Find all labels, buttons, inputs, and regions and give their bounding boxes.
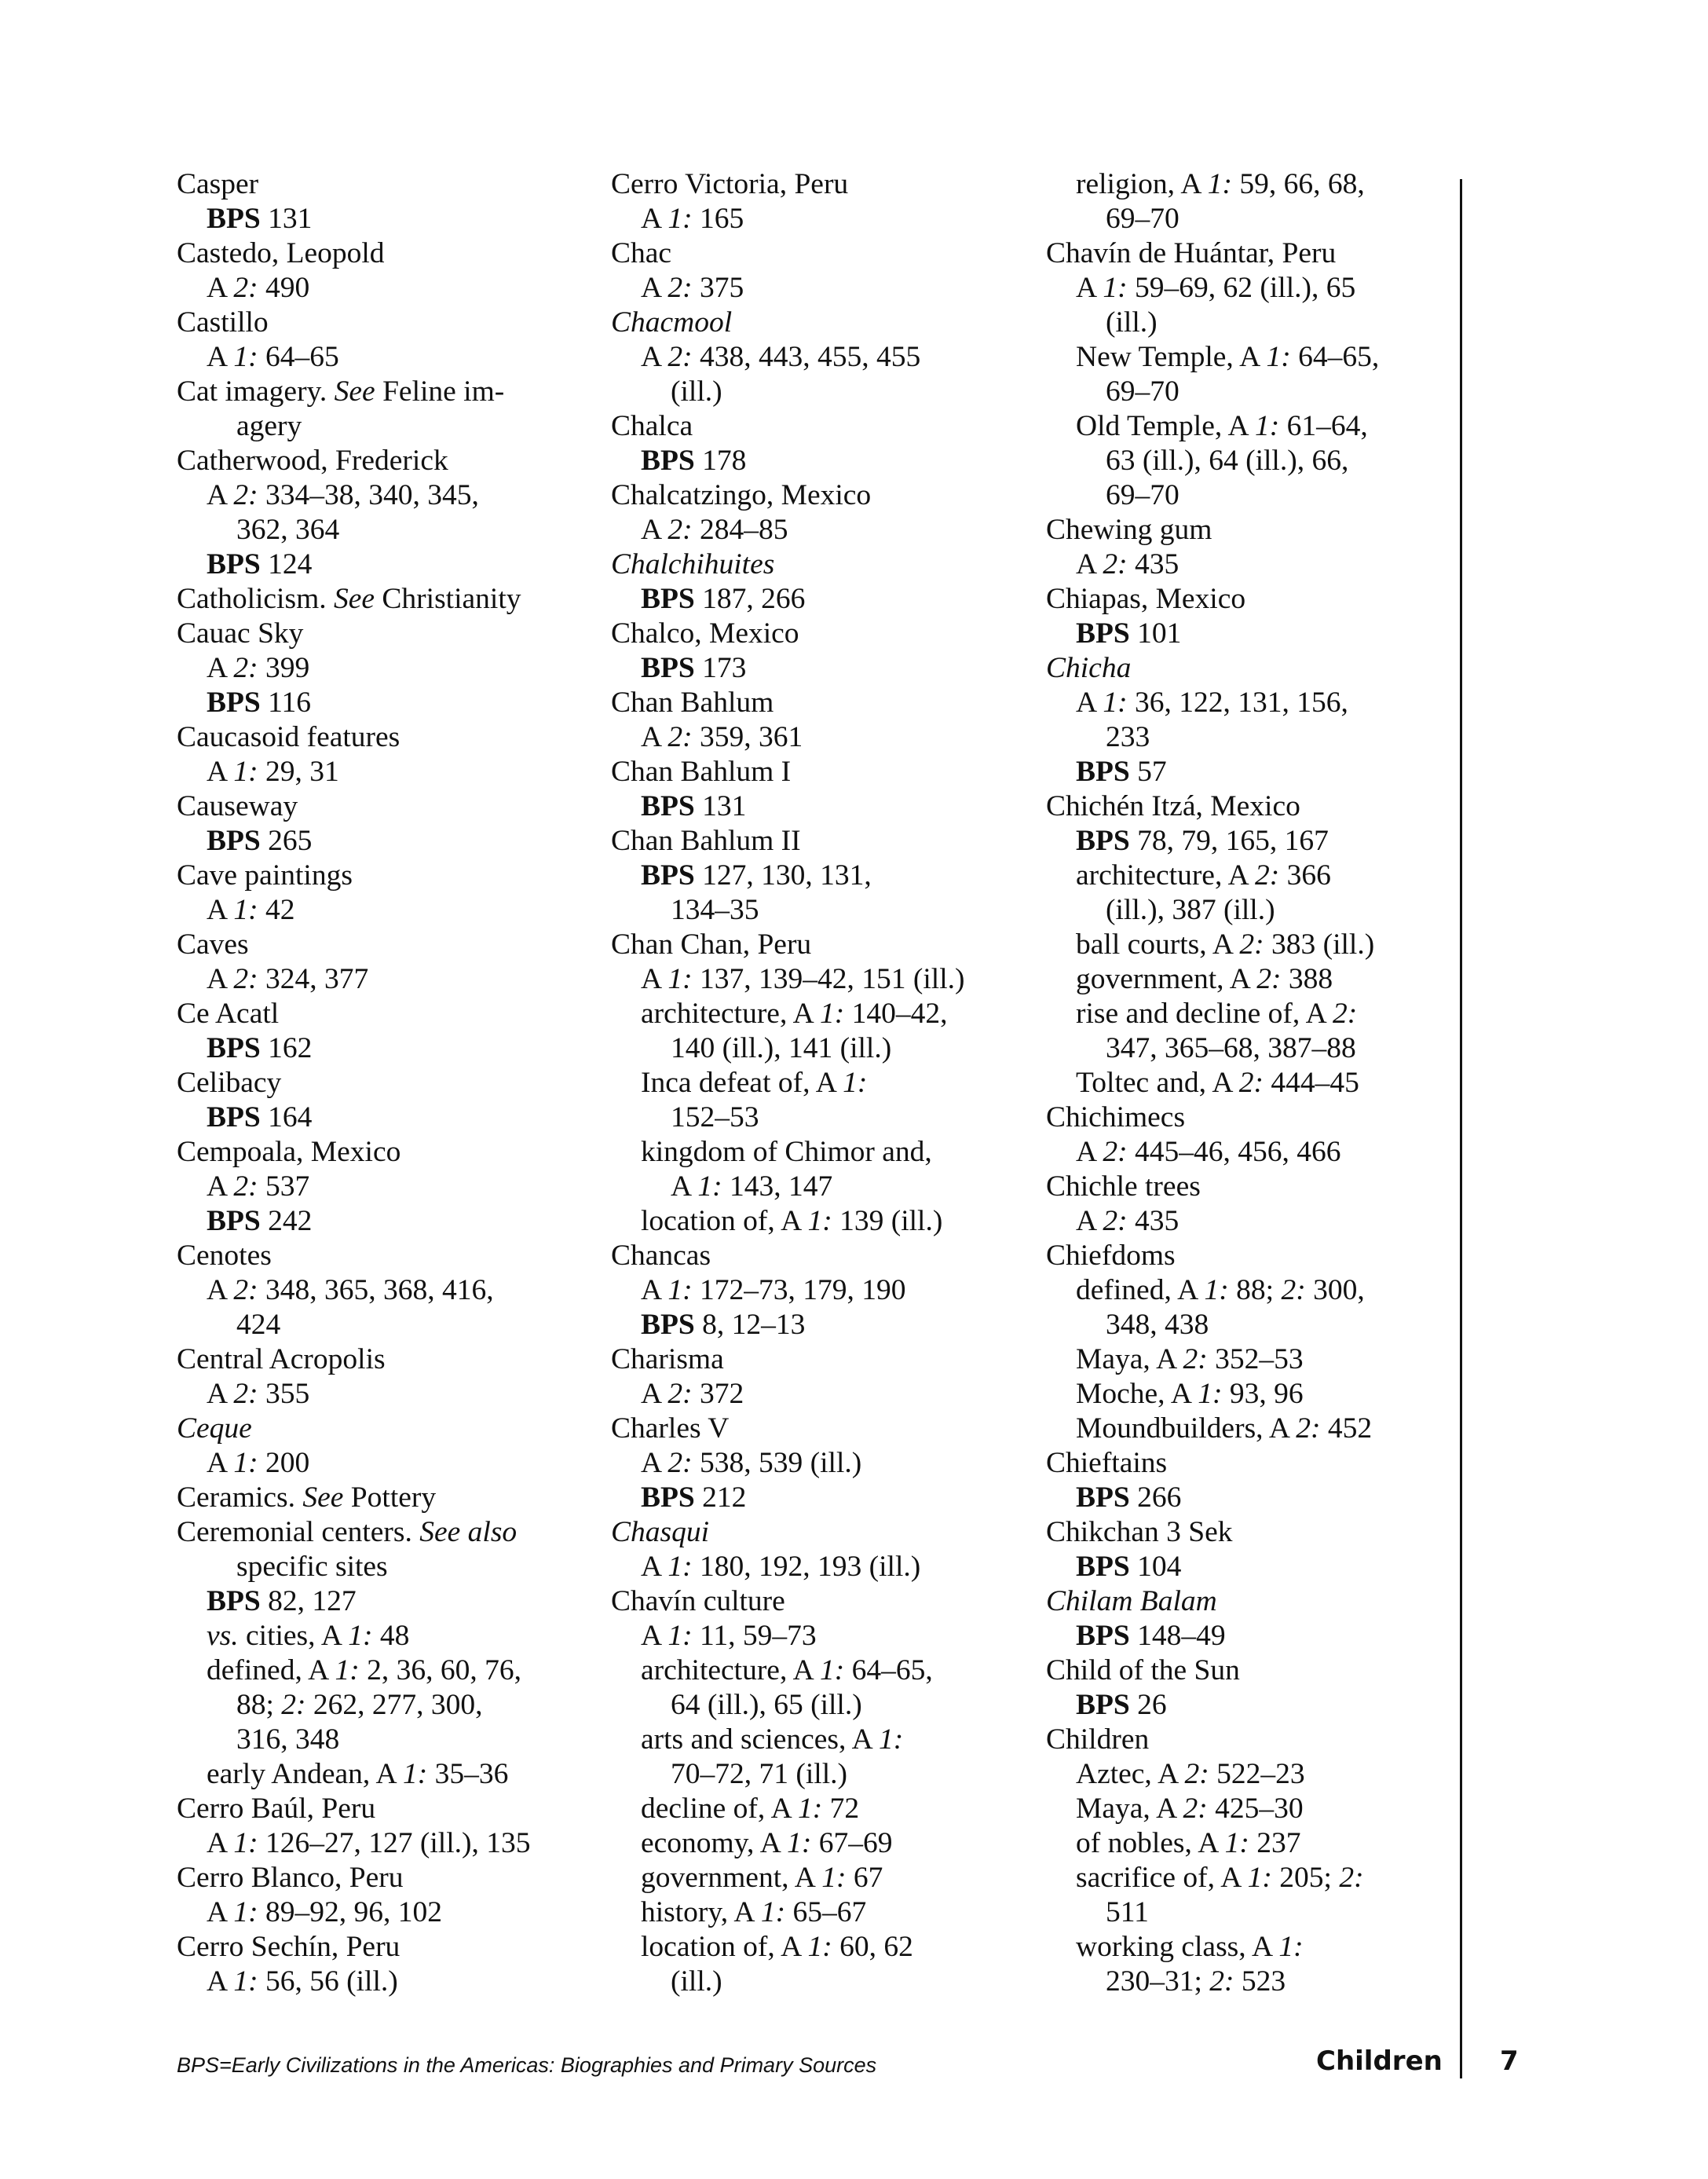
- index-subentry: defined, A 1: 2, 36, 60, 76,: [207, 1654, 522, 1686]
- index-subentry: working class, A 1:: [1076, 1931, 1304, 1963]
- index-column-1: [177, 167, 585, 1999]
- index-subentry: economy, A 1: 67–69: [641, 1827, 893, 1859]
- index-continuation: 424: [236, 1309, 281, 1341]
- index-heading: Chan Chan, Peru: [611, 928, 812, 961]
- index-heading: Chichle trees: [1046, 1170, 1201, 1203]
- index-continuation: 233: [1106, 721, 1150, 753]
- index-subentry: BPS 104: [1076, 1551, 1182, 1583]
- index-heading: Ce Acatl: [177, 998, 280, 1030]
- index-subentry: A 2: 334–38, 340, 345,: [207, 479, 479, 511]
- index-continuation: 69–70: [1106, 203, 1180, 235]
- index-continuation: (ill.): [671, 1965, 722, 1998]
- index-heading: Chicha: [1046, 652, 1132, 684]
- index-heading: Castillo: [177, 306, 269, 339]
- index-subentry: BPS 164: [207, 1101, 313, 1133]
- index-subentry: A 1: 172–73, 179, 190: [641, 1274, 906, 1306]
- index-continuation: 64 (ill.), 65 (ill.): [671, 1689, 862, 1721]
- index-subentry: A 1: 165: [641, 203, 744, 235]
- page-number: 7: [1500, 2045, 1519, 2077]
- index-continuation: 347, 365–68, 387–88: [1106, 1032, 1356, 1064]
- index-heading: Children: [1046, 1723, 1150, 1756]
- index-heading: Charles V: [611, 1412, 730, 1445]
- index-heading: Ceque: [177, 1412, 252, 1445]
- index-heading: Child of the Sun: [1046, 1654, 1240, 1686]
- index-subentry: Inca defeat of, A 1:: [641, 1067, 868, 1099]
- index-subentry: architecture, A 2: 366: [1076, 859, 1331, 892]
- index-heading: Castedo, Leopold: [177, 237, 385, 269]
- index-subentry: kingdom of Chimor and,: [641, 1136, 932, 1168]
- index-continuation: 511: [1106, 1896, 1149, 1928]
- index-subentry: BPS 148–49: [1076, 1620, 1226, 1652]
- index-subentry: BPS 131: [207, 203, 313, 235]
- index-continuation: (ill.): [1106, 306, 1158, 339]
- index-subentry: A 2: 372: [641, 1378, 744, 1410]
- running-head: Children: [1316, 2045, 1443, 2077]
- index-subentry: Aztec, A 2: 522–23: [1076, 1758, 1305, 1790]
- index-continuation: 362, 364: [236, 514, 340, 546]
- index-subentry: location of, A 1: 60, 62: [641, 1931, 913, 1963]
- index-heading: Chikchan 3 Sek: [1046, 1516, 1233, 1548]
- index-continuation: 69–70: [1106, 479, 1180, 511]
- index-continuation: 88; 2: 262, 277, 300,: [236, 1689, 483, 1721]
- index-subentry: A 2: 537: [207, 1170, 310, 1203]
- index-subentry: decline of, A 1: 72: [641, 1793, 860, 1825]
- index-subentry: A 1: 64–65: [207, 341, 339, 373]
- index-heading: Chalco, Mexico: [611, 617, 799, 650]
- index-subentry: history, A 1: 65–67: [641, 1896, 867, 1928]
- index-subentry: BPS 116: [207, 687, 312, 719]
- index-subentry: arts and sciences, A 1:: [641, 1723, 904, 1756]
- index-heading: Chichén Itzá, Mexico: [1046, 790, 1300, 822]
- index-continuation: 348, 438: [1106, 1309, 1209, 1341]
- index-subentry: government, A 1: 67: [641, 1862, 883, 1894]
- index-subentry: A 2: 348, 365, 368, 416,: [207, 1274, 494, 1306]
- index-heading: Chacmool: [611, 306, 733, 339]
- index-subentry: A 1: 11, 59–73: [641, 1620, 817, 1652]
- index-heading: Cat imagery. See Feline im-: [177, 375, 505, 408]
- index-subentry: A 1: 56, 56 (ill.): [207, 1965, 398, 1998]
- index-heading: Chan Bahlum I: [611, 756, 792, 788]
- index-heading: Cerro Blanco, Peru: [177, 1862, 404, 1894]
- index-subentry: rise and decline of, A 2:: [1076, 998, 1358, 1030]
- index-heading: Cave paintings: [177, 859, 353, 892]
- index-subentry: location of, A 1: 139 (ill.): [641, 1205, 943, 1237]
- index-continuation: A 1: 143, 147: [671, 1170, 833, 1203]
- index-heading: Chieftains: [1046, 1447, 1168, 1479]
- index-heading: Chalca: [611, 410, 693, 442]
- index-subentry: A 2: 435: [1076, 548, 1180, 580]
- index-subentry: BPS 124: [207, 548, 313, 580]
- index-heading: Chewing gum: [1046, 514, 1212, 546]
- index-subentry: A 2: 538, 539 (ill.): [641, 1447, 862, 1479]
- index-heading: Central Acropolis: [177, 1343, 386, 1375]
- index-subentry: BPS 173: [641, 652, 747, 684]
- index-heading: Chavín de Huántar, Peru: [1046, 237, 1337, 269]
- index-subentry: A 2: 284–85: [641, 514, 788, 546]
- index-subentry: ball courts, A 2: 383 (ill.): [1076, 928, 1375, 961]
- index-subentry: A 1: 200: [207, 1447, 310, 1479]
- index-subentry: BPS 265: [207, 825, 313, 857]
- index-heading: Chan Bahlum II: [611, 825, 801, 857]
- index-column-3: [1046, 167, 1439, 1999]
- index-subentry: religion, A 1: 59, 66, 68,: [1076, 168, 1365, 200]
- index-subentry: A 1: 137, 139–42, 151 (ill.): [641, 963, 965, 995]
- column-divider-rule: [1460, 179, 1462, 2078]
- index-heading: Casper: [177, 168, 259, 200]
- index-subentry: BPS 127, 130, 131,: [641, 859, 872, 892]
- index-heading: Cerro Baúl, Peru: [177, 1793, 376, 1825]
- footer-abbreviation-note: BPS=Early Civilizations in the Americas: Biographies and Primary Sources: [177, 2053, 877, 2077]
- index-subentry: BPS 266: [1076, 1481, 1182, 1514]
- index-subentry: architecture, A 1: 140–42,: [641, 998, 948, 1030]
- index-subentry: A 1: 126–27, 127 (ill.), 135: [207, 1827, 531, 1859]
- index-heading: Chiapas, Mexico: [1046, 583, 1246, 615]
- index-heading: Charisma: [611, 1343, 724, 1375]
- index-subentry: A 1: 42: [207, 894, 295, 926]
- index-heading: Cempoala, Mexico: [177, 1136, 401, 1168]
- index-subentry: BPS 78, 79, 165, 167: [1076, 825, 1329, 857]
- index-subentry: vs. cities, A 1: 48: [207, 1620, 410, 1652]
- index-subentry: A 2: 445–46, 456, 466: [1076, 1136, 1341, 1168]
- index-continuation: 63 (ill.), 64 (ill.), 66,: [1106, 445, 1349, 477]
- index-heading: Chalcatzingo, Mexico: [611, 479, 872, 511]
- index-subentry: BPS 26: [1076, 1689, 1167, 1721]
- index-subentry: A 2: 399: [207, 652, 310, 684]
- index-subentry: architecture, A 1: 64–65,: [641, 1654, 933, 1686]
- index-continuation: specific sites: [236, 1551, 388, 1583]
- index-heading: Chiefdoms: [1046, 1240, 1176, 1272]
- index-subentry: government, A 2: 388: [1076, 963, 1333, 995]
- index-continuation: agery: [236, 410, 302, 442]
- index-subentry: sacrifice of, A 1: 205; 2:: [1076, 1862, 1364, 1894]
- index-subentry: Moche, A 1: 93, 96: [1076, 1378, 1304, 1410]
- index-subentry: A 1: 29, 31: [207, 756, 339, 788]
- index-heading: Chancas: [611, 1240, 711, 1272]
- index-heading: Celibacy: [177, 1067, 282, 1099]
- index-continuation: 134–35: [671, 894, 759, 926]
- index-subentry: A 1: 36, 122, 131, 156,: [1076, 687, 1348, 719]
- index-heading: Chasqui: [611, 1516, 710, 1548]
- index-continuation: 140 (ill.), 141 (ill.): [671, 1032, 892, 1064]
- index-subentry: Toltec and, A 2: 444–45: [1076, 1067, 1359, 1099]
- index-heading: Chan Bahlum: [611, 687, 774, 719]
- index-subentry: Maya, A 2: 352–53: [1076, 1343, 1304, 1375]
- index-subentry: BPS 178: [641, 445, 747, 477]
- index-subentry: A 1: 59–69, 62 (ill.), 65: [1076, 272, 1356, 304]
- index-subentry: BPS 8, 12–13: [641, 1309, 806, 1341]
- index-subentry: A 2: 324, 377: [207, 963, 369, 995]
- index-subentry: A 1: 180, 192, 193 (ill.): [641, 1551, 921, 1583]
- index-subentry: of nobles, A 1: 237: [1076, 1827, 1301, 1859]
- index-heading: Cauac Sky: [177, 617, 304, 650]
- index-subentry: New Temple, A 1: 64–65,: [1076, 341, 1380, 373]
- index-subentry: Moundbuilders, A 2: 452: [1076, 1412, 1373, 1445]
- index-subentry: A 2: 359, 361: [641, 721, 803, 753]
- index-subentry: A 2: 355: [207, 1378, 310, 1410]
- index-subentry: BPS 82, 127: [207, 1585, 357, 1617]
- index-continuation: 152–53: [671, 1101, 759, 1133]
- index-heading: Catherwood, Frederick: [177, 445, 448, 477]
- index-continuation: 316, 348: [236, 1723, 340, 1756]
- index-continuation: 70–72, 71 (ill.): [671, 1758, 847, 1790]
- index-heading: Catholicism. See Christianity: [177, 583, 521, 615]
- index-subentry: A 2: 375: [641, 272, 744, 304]
- index-column-2: [611, 167, 1019, 1999]
- index-heading: Caucasoid features: [177, 721, 400, 753]
- index-continuation: 69–70: [1106, 375, 1180, 408]
- index-continuation: 230–31; 2: 523: [1106, 1965, 1286, 1998]
- index-subentry: A 2: 490: [207, 272, 310, 304]
- index-heading: Ceremonial centers. See also: [177, 1516, 518, 1548]
- index-heading: Cerro Sechín, Peru: [177, 1931, 400, 1963]
- index-subentry: A 2: 435: [1076, 1205, 1180, 1237]
- index-subentry: early Andean, A 1: 35–36: [207, 1758, 509, 1790]
- index-subentry: Old Temple, A 1: 61–64,: [1076, 410, 1368, 442]
- index-subentry: A 2: 438, 443, 455, 455: [641, 341, 921, 373]
- index-heading: Chavín culture: [611, 1585, 785, 1617]
- index-heading: Cerro Victoria, Peru: [611, 168, 849, 200]
- index-heading: Ceramics. See Pottery: [177, 1481, 437, 1514]
- index-subentry: defined, A 1: 88; 2: 300,: [1076, 1274, 1365, 1306]
- index-subentry: BPS 57: [1076, 756, 1167, 788]
- index-subentry: BPS 101: [1076, 617, 1182, 650]
- index-subentry: BPS 212: [641, 1481, 747, 1514]
- index-subentry: BPS 242: [207, 1205, 313, 1237]
- index-heading: Chac: [611, 237, 672, 269]
- index-continuation: (ill.): [671, 375, 722, 408]
- index-heading: Causeway: [177, 790, 298, 822]
- index-heading: Caves: [177, 928, 249, 961]
- index-heading: Chichimecs: [1046, 1101, 1186, 1133]
- index-subentry: BPS 131: [641, 790, 747, 822]
- index-heading: Cenotes: [177, 1240, 272, 1272]
- index-subentry: BPS 162: [207, 1032, 313, 1064]
- index-subentry: A 1: 89–92, 96, 102: [207, 1896, 443, 1928]
- index-heading: Chilam Balam: [1046, 1585, 1217, 1617]
- index-heading: Chalchihuites: [611, 548, 775, 580]
- index-subentry: Maya, A 2: 425–30: [1076, 1793, 1304, 1825]
- index-continuation: (ill.), 387 (ill.): [1106, 894, 1275, 926]
- index-subentry: BPS 187, 266: [641, 583, 806, 615]
